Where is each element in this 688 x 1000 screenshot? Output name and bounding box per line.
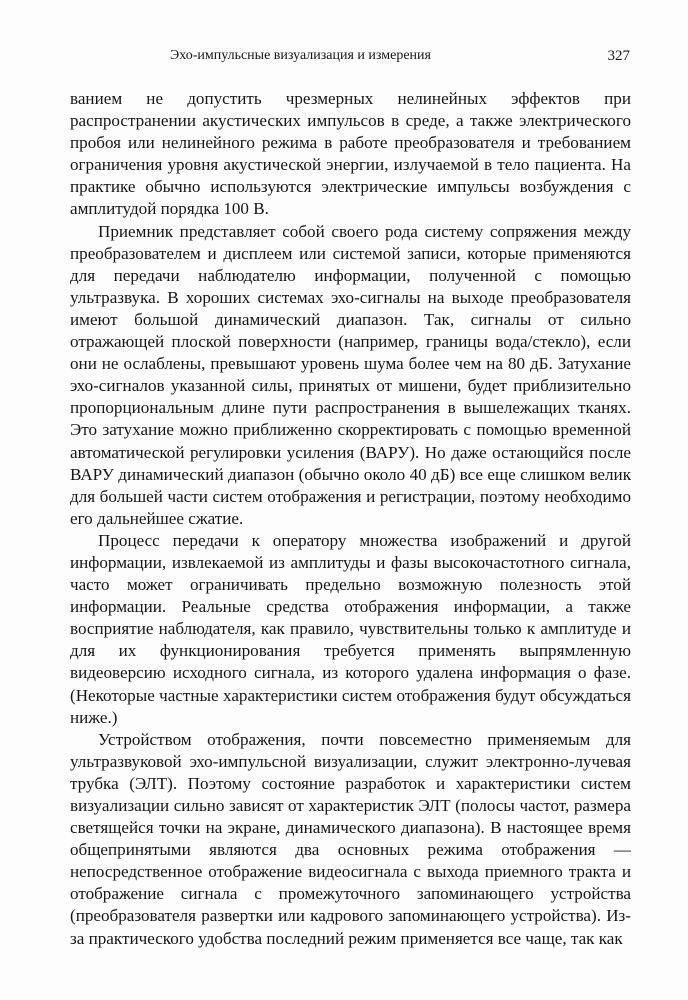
page-number: 327 — [607, 48, 630, 64]
paragraph-information-transfer: Процесс передачи к оператору множества изображений и другой информации, извлекаемой из амплитуды и фазы высокочастотного сигнала, часто может ограничивать предельно возможную полезность этой информации. Реальные средства отображения информации, а также восприятие наблюдателя, как правило, чувствительны только к амплитуде и для их функционирования требуется применять выпрямленную видеоверсию исходного сигнала, из которого удалена информация о фазе. (Некоторые частные характеристики систем отображения будут обсуждаться ниже.) — [70, 530, 631, 727]
body-text — [70, 88, 631, 950]
running-head — [70, 48, 630, 70]
paragraph-continued: ванием не допустить чрезмерных нелинейных эффектов при распространении акустических импульсов в среде, а также электрического пробоя или нелинейного режима в работе преобразователя и требованием ограничения уровня акустической энергии, излучаемой в тело пациента. На практике обычно используются электрические импульсы возбуждения с амплитудой порядка 100 В. — [70, 89, 631, 219]
paragraph-receiver: Приемник представляет собой своего рода систему сопряжения между преобразователем и дисплеем или системой записи, которые применяются для передачи наблюдателю информации, полученной с помощью ультразвука. В хороших системах эхо-сигналы на выходе преобразователя имеют большой динамический диапазон. Так, сигналы от сильно отражающей плоской поверхности (например, границы вода/стекло), если они не ослаблены, превышают уровень шума более чем на 80 дБ. Затухание эхо-сигналов указанной силы, принятых от мишени, будет приблизительно пропорциональным длине пути распространения в вышележащих тканях. Это затухание можно приближенно скорректировать с помощью временной автоматической регулировки усиления (ВАРУ). Но даже остающийся после ВАРУ динамический диапазон (обычно около 40 дБ) все еще слишком велик для большей части систем отображения и регистрации, поэтому необходимо его дальнейшее сжатие. — [70, 221, 631, 528]
running-title: Эхо-импульсные визуализация и измерения — [170, 48, 431, 63]
paragraph-display-device: Устройством отображения, почти повсеместно применяемым для ультразвуковой эхо-импульсной визуализации, служит электронно-лучевая трубка (ЭЛТ). Поэтому состояние разработок и характеристики систем визуализации сильно зависят от характеристик ЭЛТ (полосы частот, размера светящейся точки на экране, динамического диапазона). В настоящее время общепринятыми являются два основных режима отображения — непосредственное отображение видеосигнала с выхода приемного тракта и отображение сигнала с промежуточного запоминающего устройства (преобразователя развертки или кадрового запоминающего устройства). Из-за практического удобства последний режим применяется все чаще, так как — [70, 729, 631, 948]
